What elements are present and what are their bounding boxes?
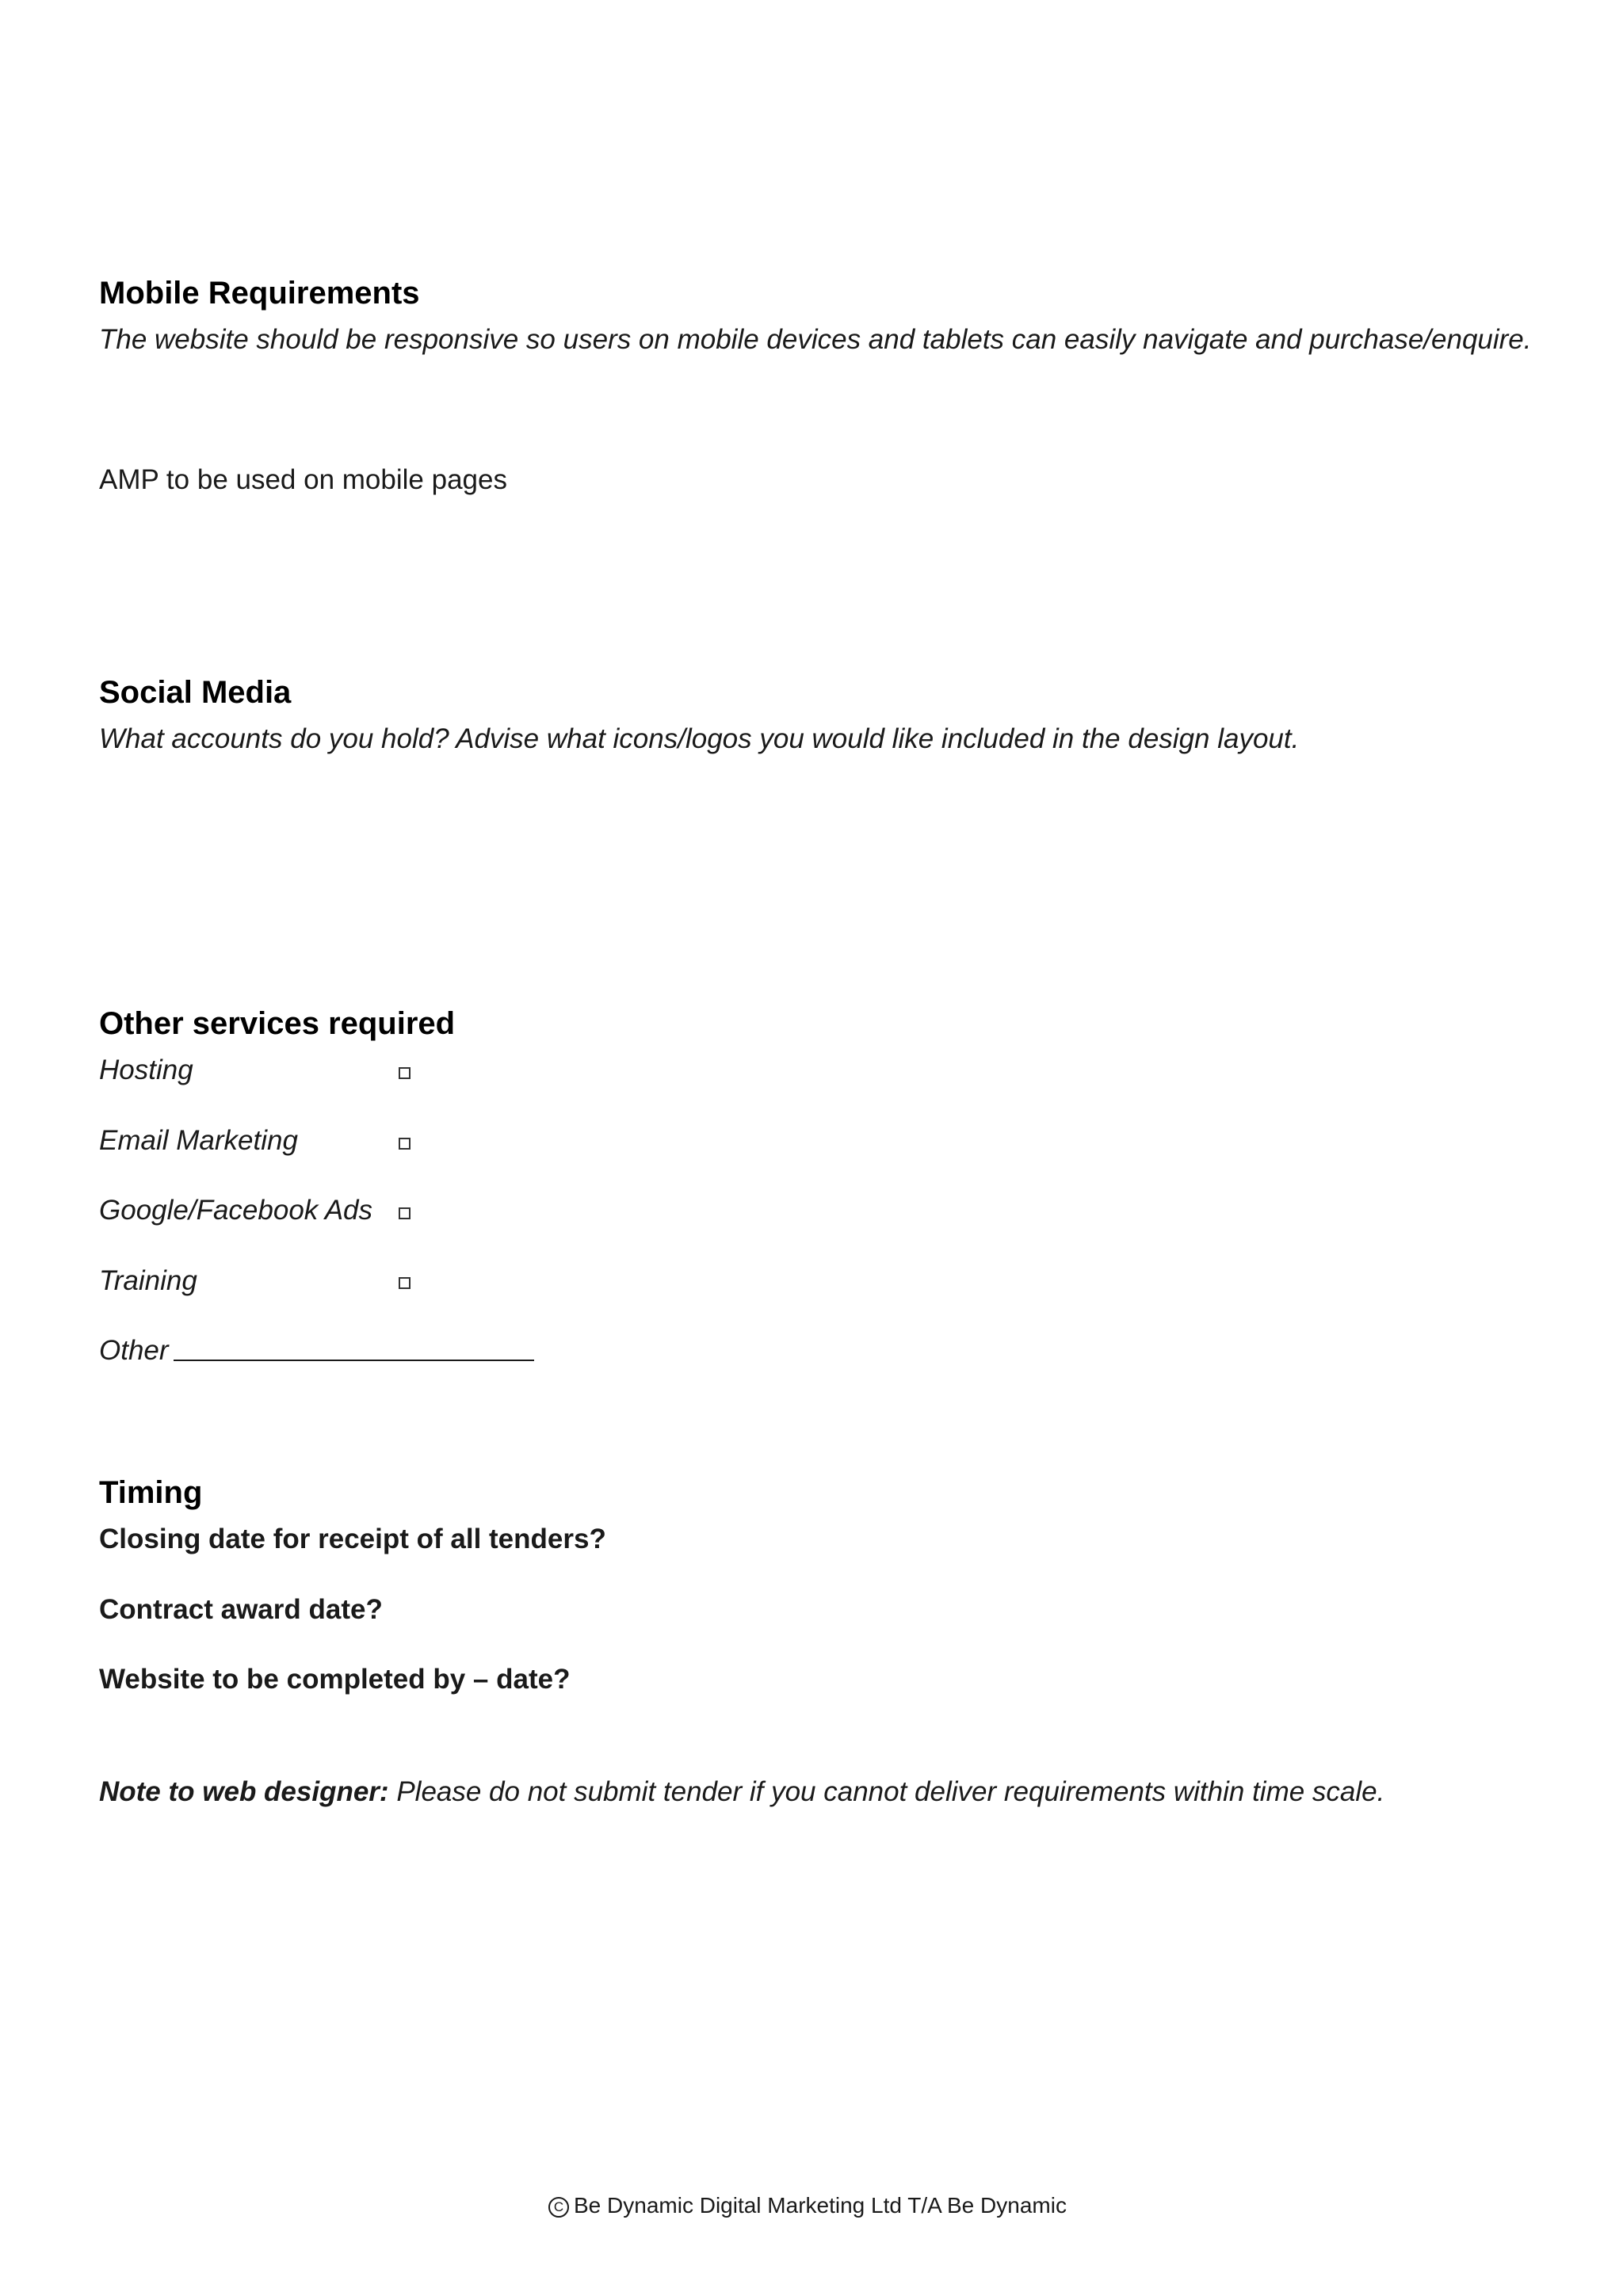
timing-question-completion-date: Website to be completed by – date? xyxy=(99,1664,571,1695)
service-label-training: Training xyxy=(99,1265,197,1296)
other-service-label: Other xyxy=(99,1335,169,1366)
service-label-email-marketing: Email Marketing xyxy=(99,1125,298,1156)
amp-note: AMP to be used on mobile pages xyxy=(99,464,507,495)
copyright-icon: C xyxy=(548,2197,569,2218)
other-service-blank-line[interactable] xyxy=(174,1360,534,1361)
timing-heading: Timing xyxy=(99,1475,203,1510)
mobile-requirements-description: The website should be responsive so users on mobile devices and tablets can easily navigate and purchase/enquire. xyxy=(99,324,1532,355)
checkbox-email-marketing[interactable] xyxy=(399,1138,411,1150)
checkbox-hosting[interactable] xyxy=(399,1067,411,1079)
web-designer-note-label: Note to web designer: xyxy=(99,1776,389,1807)
checkbox-google-facebook-ads[interactable] xyxy=(399,1207,411,1219)
web-designer-note-text: Please do not submit tender if you cannot deliver requirements within time scale. xyxy=(388,1776,1385,1807)
footer-text: Be Dynamic Digital Marketing Ltd T/A Be Dynamic xyxy=(574,2193,1067,2218)
checkbox-training[interactable] xyxy=(399,1277,411,1289)
web-designer-note xyxy=(99,1776,1384,1808)
social-media-description: What accounts do you hold? Advise what icons/logos you would like included in the design layout. xyxy=(99,723,1300,754)
footer xyxy=(548,2193,1067,2218)
timing-question-award-date: Contract award date? xyxy=(99,1594,383,1625)
mobile-requirements-heading: Mobile Requirements xyxy=(99,276,420,311)
timing-question-closing-date: Closing date for receipt of all tenders? xyxy=(99,1524,606,1554)
other-service-row xyxy=(99,1335,534,1367)
social-media-heading: Social Media xyxy=(99,675,292,710)
service-label-google-facebook-ads: Google/Facebook Ads xyxy=(99,1195,373,1226)
other-services-heading: Other services required xyxy=(99,1006,456,1041)
service-label-hosting: Hosting xyxy=(99,1055,193,1085)
